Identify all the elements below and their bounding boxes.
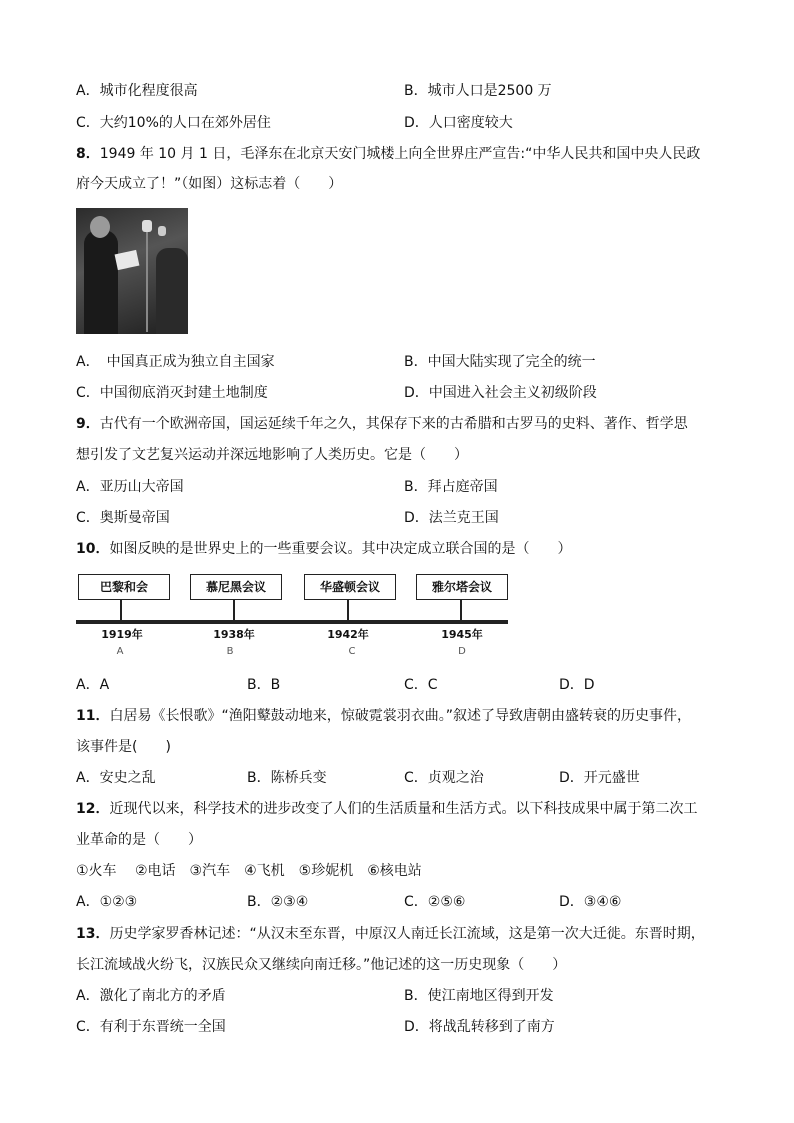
q11-number: 11．: [76, 708, 110, 724]
q8-option-a: A． 中国真正成为独立自主国家: [76, 354, 275, 370]
q13-stem-line1: [76, 924, 705, 944]
q10-text-1: 如图反映的是世界史上的一些重要会议。其中决定成立联合国的是（ ）: [109, 541, 572, 557]
q11-option-c: C．贞观之治: [404, 770, 484, 786]
timeline-letter: B: [226, 646, 234, 657]
q12-text-1: 近现代以来，科学技术的进步改变了人们的生活质量和生活方式。以下科技成果中属于第二次工: [109, 801, 698, 817]
q12-number: 12．: [76, 801, 110, 817]
q12-stem-line2: 业革命的是（ ）: [76, 832, 202, 848]
timeline-axis: [76, 620, 508, 624]
microphone-icon: [142, 220, 152, 232]
q9-text-1: 古代有一个欧洲帝国，国运延续千年之久，其保存下来的古希腊和古罗马的史料、著作、哲学思: [99, 416, 688, 432]
q11-stem-line1: [76, 706, 691, 726]
q12-option-b: B．②③④: [247, 894, 309, 910]
q13-option-d: D．将战乱转移到了南方: [404, 1019, 555, 1035]
q9-option-a: A．亚历山大帝国: [76, 479, 184, 495]
q7-option-c: C．大约10%的人口在郊外居住: [76, 115, 271, 131]
q9-option-c: C．奥斯曼帝国: [76, 510, 170, 526]
timeline-letter: C: [348, 646, 356, 657]
q8-stem-line2: 府今天成立了！”（如图）这标志着（ ）: [76, 176, 343, 192]
q8-stem-line1: [76, 144, 700, 164]
q10-timeline-figure: [76, 570, 508, 662]
q11-option-d: D．开元盛世: [559, 770, 640, 786]
q9-option-b: B．拜占庭帝国: [404, 479, 498, 495]
q10-option-c: C．C: [404, 677, 438, 693]
photo-figure-head: [90, 216, 110, 238]
timeline-year: 1938年: [213, 628, 255, 641]
timeline-event-box: 华盛顿会议: [304, 574, 396, 600]
timeline-connector: [460, 599, 462, 621]
photo-figure-background: [156, 248, 188, 334]
q12-stem-line1: [76, 799, 697, 819]
q12-items: ①火车 ②电话 ③汽车 ④飞机 ⑤珍妮机 ⑥核电站: [76, 863, 422, 879]
q10-stem-line1: [76, 539, 571, 559]
q9-stem-line2: 想引发了文艺复兴运动并深远地影响了人类历史。它是（ ）: [76, 447, 468, 463]
q13-option-b: B．使江南地区得到开发: [404, 988, 554, 1004]
q13-number: 13．: [76, 926, 110, 942]
q11-option-b: B．陈桥兵变: [247, 770, 327, 786]
q12-option-c: C．②⑤⑥: [404, 894, 466, 910]
q7-option-a: A．城市化程度很高: [76, 83, 198, 99]
photo-paper: [115, 250, 140, 270]
q12-option-a: A．①②③: [76, 894, 138, 910]
timeline-event-box: 巴黎和会: [78, 574, 170, 600]
photo-mic-stand: [146, 232, 148, 332]
timeline-year: 1945年: [441, 628, 483, 641]
q13-stem-line2: 长江流域战火纷飞，汉族民众又继续向南迁移。”他记述的这一历史现象（ ）: [76, 957, 567, 973]
q8-option-c: C．中国彻底消灭封建土地制度: [76, 385, 268, 401]
q8-text-1: 1949 年 10 月 1 日，毛泽东在北京天安门城楼上向全世界庄严宣告:“中华人民共和国中央人民政: [99, 146, 701, 162]
q8-option-b: B．中国大陆实现了完全的统一: [404, 354, 596, 370]
timeline-connector: [120, 599, 122, 621]
q7-option-b: B．城市人口是2500 万: [404, 83, 552, 99]
q10-option-b: B．B: [247, 677, 281, 693]
timeline-connector: [347, 599, 349, 621]
q13-text-1: 历史学家罗香林记述：“从汉末至东晋，中原汉人南迁长江流域，这是第一次大迁徙。东晋时期，: [109, 926, 705, 942]
q12-option-d: D．③④⑥: [559, 894, 622, 910]
microphone-icon: [158, 226, 166, 236]
q8-photo-founding-ceremony: [76, 208, 188, 334]
q10-option-a: A．A: [76, 677, 110, 693]
q9-option-d: D．法兰克王国: [404, 510, 499, 526]
timeline-letter: A: [116, 646, 124, 657]
q10-number: 10．: [76, 541, 110, 557]
q8-option-d: D．中国进入社会主义初级阶段: [404, 385, 597, 401]
q11-stem-line2: 该事件是( ): [76, 739, 171, 755]
q11-text-1: 白居易《长恨歌》“渔阳鼙鼓动地来，惊破霓裳羽衣曲。”叙述了导致唐朝由盛转衰的历史事件，: [109, 708, 691, 724]
q13-option-c: C．有利于东晋统一全国: [76, 1019, 226, 1035]
q9-stem-line1: [76, 414, 688, 434]
photo-figure-speaker: [84, 230, 118, 334]
timeline-year: 1919年: [101, 628, 143, 641]
timeline-year: 1942年: [327, 628, 369, 641]
timeline-letter: D: [458, 646, 466, 657]
q13-option-a: A．激化了南北方的矛盾: [76, 988, 226, 1004]
q10-option-d: D．D: [559, 677, 595, 693]
timeline-event-box: 雅尔塔会议: [416, 574, 508, 600]
timeline-connector: [233, 599, 235, 621]
q9-number: 9．: [76, 416, 100, 432]
q8-number: 8．: [76, 146, 100, 162]
timeline-event-box: 慕尼黑会议: [190, 574, 282, 600]
q11-option-a: A．安史之乱: [76, 770, 156, 786]
q7-option-d: D．人口密度较大: [404, 115, 513, 131]
